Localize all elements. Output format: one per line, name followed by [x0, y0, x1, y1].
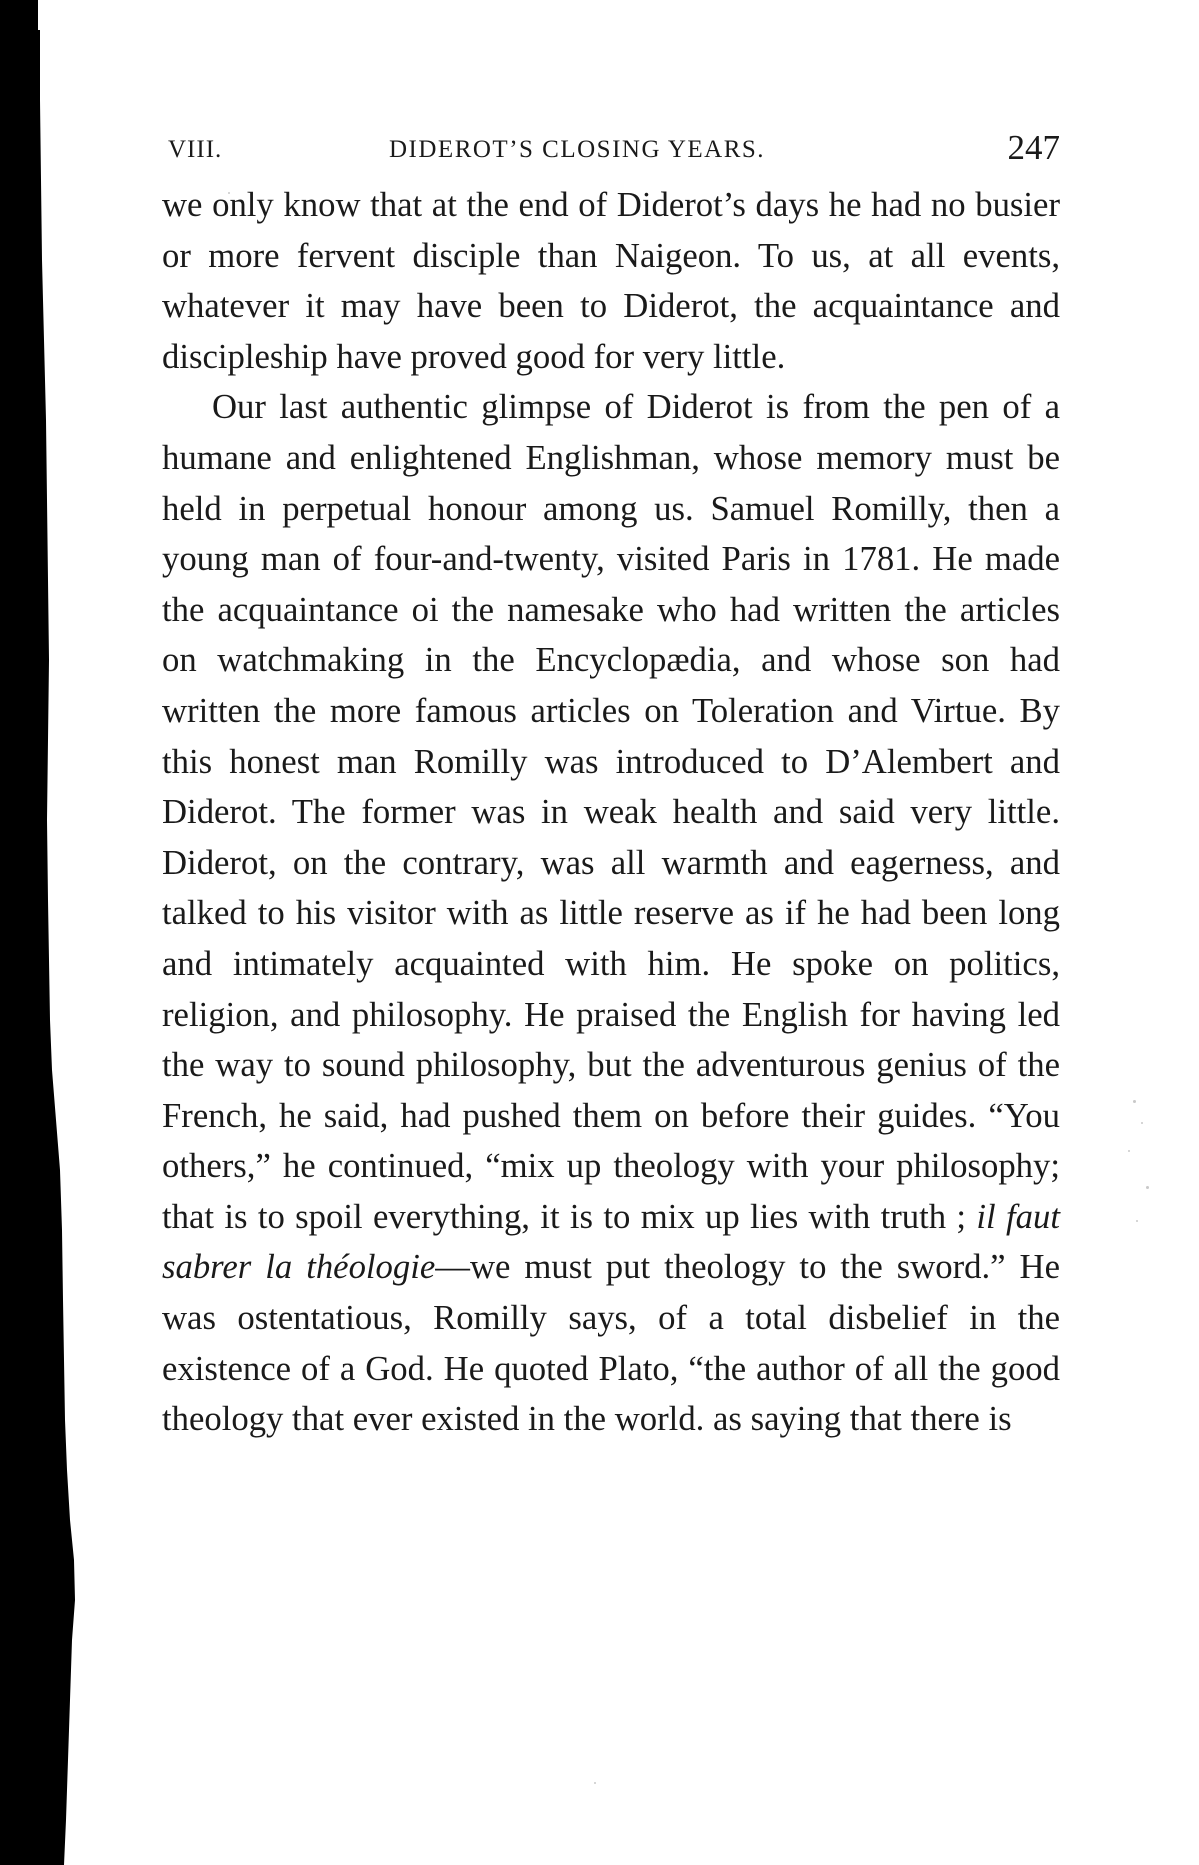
book-page	[162, 128, 1060, 1445]
scan-speck	[1133, 1100, 1136, 1103]
running-head	[162, 128, 1060, 168]
page-number: 247	[1007, 128, 1060, 167]
scan-speck	[594, 1782, 596, 1784]
scan-binding-edge	[0, 0, 78, 1865]
paragraph	[162, 382, 1060, 1444]
paragraph-text: —we must put theology to the sword.” He was ostentatious, Romilly says, of a total disbelief in the existence of a God. He quoted Plato, “the author of all the good theology that ever existed in the world. as saying that there is	[162, 1247, 1060, 1439]
paragraph-text: Our last authentic glimpse of Diderot is from the pen of a humane and enlightened Englishman, whose memory must be held in perpetual honour among us. Samuel Romilly, then a young man of four-and-twenty, visited Paris in 1781. He made the acquaintance oi the namesake who had written the articles on watchmaking in the Encyclopædia, and whose son had written the more famous articles on Toleration and Virtue. By this honest man Romilly was introduced to D’Alembert and Diderot. The former was in weak health and said very little. Diderot, on the contrary, was all warmth and eagerness, and talked to his visitor with as little reserve as if he had been long and intimately acquainted with him. He spoke on politics, religion, and philosophy. He praised the English for having led the way to sound philosophy, but the adventurous genius of the French, he said, had pushed them on before their guides. “You others,” he continued, “mix up theology with your philosophy; that is to spoil everything, it is to mix up lies with truth ;	[162, 387, 1060, 1236]
running-title: DIDEROT’S CLOSING YEARS.	[389, 136, 766, 163]
chapter-number: VIII.	[168, 136, 223, 163]
scan-speck	[1136, 1220, 1138, 1222]
french-quotation: il faut sabrer la théologie	[162, 1196, 1060, 1287]
body-text	[162, 180, 1060, 1445]
scan-speck	[1146, 1186, 1149, 1189]
scan-speck	[1128, 1150, 1130, 1152]
scan-speck	[1141, 1122, 1143, 1124]
paragraph-text: we only know that at the end of Diderot’s days he had no busier or more fervent disciple than Naigeon. To us, at all events, whatever it may have been to Diderot, the acquaintance and discipleship have proved good for very little.	[162, 185, 1060, 376]
paragraph	[162, 180, 1060, 382]
